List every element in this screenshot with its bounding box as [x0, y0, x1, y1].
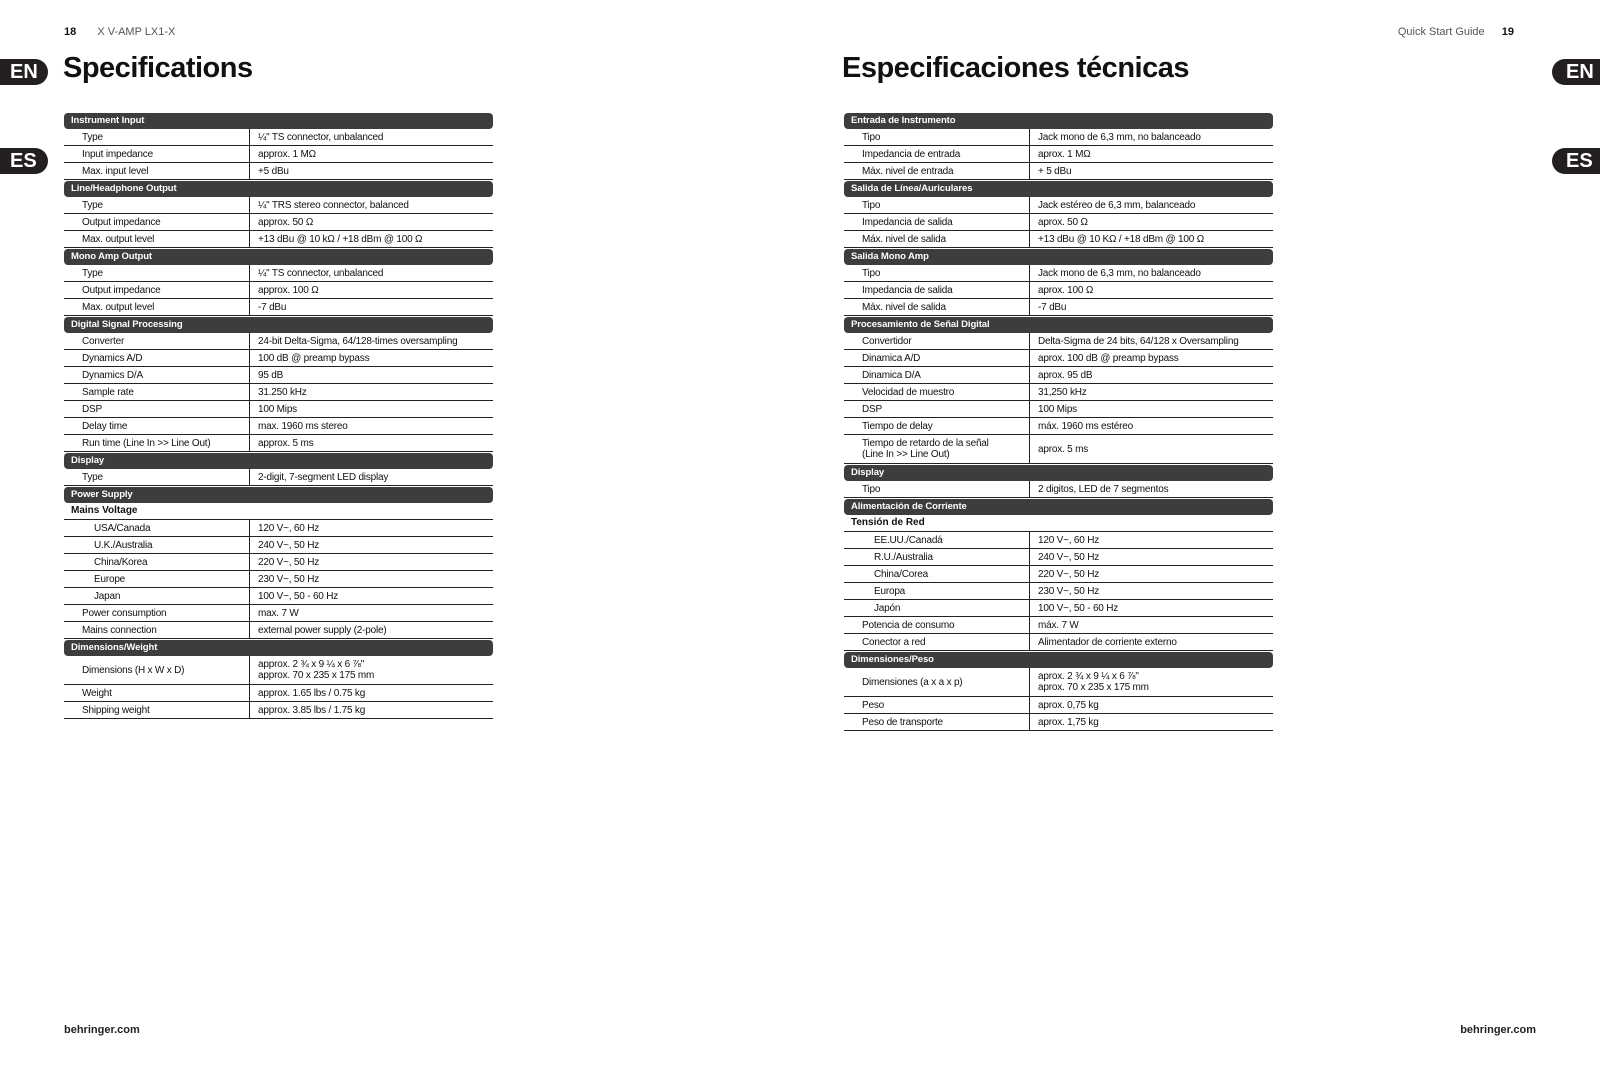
spec-row	[844, 532, 1273, 549]
page-number: 18	[64, 26, 77, 38]
spec-value: 240 V~, 50 Hz	[1038, 551, 1100, 563]
spec-value: aprox. 1,75 kg	[1038, 716, 1099, 728]
spec-value: Jack mono de 6,3 mm, no balanceado	[1038, 131, 1201, 143]
spec-label: Máx. nivel de entrada	[844, 163, 1030, 179]
language-tab-es[interactable]: ES	[0, 148, 48, 174]
spec-value: ¼" TS connector, unbalanced	[258, 131, 384, 143]
spec-row	[64, 350, 493, 367]
spec-value: max. 7 W	[258, 607, 299, 619]
spec-row	[64, 214, 493, 231]
spec-value: aprox. 100 dB @ preamp bypass	[1038, 352, 1179, 364]
spec-label: Impedancia de salida	[844, 214, 1030, 230]
spec-label: Max. input level	[64, 163, 250, 179]
spec-value: 230 V~, 50 Hz	[258, 573, 320, 585]
spec-row	[64, 384, 493, 401]
spec-label: Tipo	[844, 481, 1030, 497]
page-title: Especificaciones técnicas	[842, 52, 1189, 84]
spec-row	[64, 702, 493, 719]
spec-value: 100 V~, 50 - 60 Hz	[258, 590, 339, 602]
spec-row	[64, 231, 493, 248]
spec-value: 100 Mips	[1038, 403, 1077, 415]
spec-row	[64, 656, 493, 685]
section-header: Procesamiento de Señal Digital	[844, 317, 1273, 333]
spec-value: approx. 1.65 lbs / 0.75 kg	[258, 687, 366, 699]
spec-label: Potencia de consumo	[844, 617, 1030, 633]
spec-label: Converter	[64, 333, 250, 349]
spec-value: + 5 dBu	[1038, 165, 1072, 177]
spec-row	[64, 435, 493, 452]
spec-value: 31.250 kHz	[258, 386, 307, 398]
spec-label: Shipping weight	[64, 702, 250, 718]
spec-value: Alimentador de corriente externo	[1038, 636, 1177, 648]
spec-row	[64, 299, 493, 316]
section-header: Dimensiones/Peso	[844, 652, 1273, 668]
spec-row	[64, 588, 493, 605]
spec-row	[844, 549, 1273, 566]
spec-row	[64, 333, 493, 350]
spec-value: 100 V~, 50 - 60 Hz	[1038, 602, 1119, 614]
spec-row	[844, 163, 1273, 180]
spec-value: approx. 3.85 lbs / 1.75 kg	[258, 704, 366, 716]
section-subheading: Tensión de Red	[844, 515, 1273, 532]
spec-label: Tipo	[844, 265, 1030, 281]
spec-row	[844, 214, 1273, 231]
spec-label: Impedancia de salida	[844, 282, 1030, 298]
spec-row	[64, 282, 493, 299]
section-header: Salida Mono Amp	[844, 249, 1273, 265]
spec-row	[844, 350, 1273, 367]
spec-label: Dynamics D/A	[64, 367, 250, 383]
spec-value: Delta-Sigma de 24 bits, 64/128 x Oversampling	[1038, 335, 1239, 347]
section-header: Alimentación de Corriente	[844, 499, 1273, 515]
spec-label: Type	[64, 469, 250, 485]
spec-row	[64, 146, 493, 163]
spec-value: 220 V~, 50 Hz	[258, 556, 320, 568]
spec-label: Weight	[64, 685, 250, 701]
spec-label: Dynamics A/D	[64, 350, 250, 366]
spec-row	[844, 697, 1273, 714]
spec-value: aprox. 100 Ω	[1038, 284, 1094, 296]
spec-row	[844, 299, 1273, 316]
spec-value: Jack estéreo de 6,3 mm, balanceado	[1038, 199, 1196, 211]
spec-row	[844, 714, 1273, 731]
spec-label: Japan	[64, 588, 250, 604]
spec-label: Max. output level	[64, 299, 250, 315]
spec-value: aprox. 1 MΩ	[1038, 148, 1091, 160]
spec-row	[64, 685, 493, 702]
spec-label: DSP	[64, 401, 250, 417]
spec-row	[844, 197, 1273, 214]
spec-value: 2-digit, 7-segment LED display	[258, 471, 389, 483]
section-header: Digital Signal Processing	[64, 317, 493, 333]
spec-value: ¼" TRS stereo connector, balanced	[258, 199, 409, 211]
spec-label: Type	[64, 265, 250, 281]
spec-value: ¼" TS connector, unbalanced	[258, 267, 384, 279]
spec-value: 95 dB	[258, 369, 284, 381]
spec-row	[64, 129, 493, 146]
spec-label: Output impedance	[64, 214, 250, 230]
spec-label: Run time (Line In >> Line Out)	[64, 435, 250, 451]
section-subheading: Mains Voltage	[64, 503, 493, 520]
spec-label: DSP	[844, 401, 1030, 417]
spec-value: máx. 1960 ms estéreo	[1038, 420, 1133, 432]
spec-row	[64, 520, 493, 537]
spec-value: +5 dBu	[258, 165, 289, 177]
spec-label: Europa	[844, 583, 1030, 599]
page-title: Specifications	[63, 52, 253, 84]
spec-value: approx. 1 MΩ	[258, 148, 316, 160]
spec-row	[844, 668, 1273, 697]
spec-row	[64, 537, 493, 554]
language-tab-en[interactable]: EN	[1552, 59, 1600, 85]
footer-url[interactable]: behringer.com	[64, 1024, 140, 1036]
footer-url[interactable]: behringer.com	[1460, 1024, 1536, 1036]
spec-value: 120 V~, 60 Hz	[1038, 534, 1100, 546]
spec-row	[844, 146, 1273, 163]
spec-label: Tiempo de delay	[844, 418, 1030, 434]
spec-value: -7 dBu	[258, 301, 287, 313]
spec-row	[844, 435, 1273, 464]
spec-value: máx. 7 W	[1038, 619, 1079, 631]
section-header: Salida de Línea/Auriculares	[844, 181, 1273, 197]
spec-label: Peso	[844, 697, 1030, 713]
spec-label: Delay time	[64, 418, 250, 434]
spec-value: 100 dB @ preamp bypass	[258, 352, 370, 364]
spec-value: 230 V~, 50 Hz	[1038, 585, 1100, 597]
spec-value: 240 V~, 50 Hz	[258, 539, 320, 551]
page-number: 19	[1501, 26, 1514, 38]
spec-label: Dimensiones (a x a x p)	[844, 668, 1030, 696]
spec-label: Type	[64, 197, 250, 213]
spec-row	[64, 265, 493, 282]
section-header: Line/Headphone Output	[64, 181, 493, 197]
spec-table	[64, 112, 493, 719]
spec-table	[844, 112, 1273, 731]
section-header: Display	[64, 453, 493, 469]
spec-value: +13 dBu @ 10 KΩ / +18 dBm @ 100 Ω	[1038, 233, 1204, 245]
spec-value: external power supply (2-pole)	[258, 624, 387, 636]
spec-value: 31,250 kHz	[1038, 386, 1087, 398]
section-header: Power Supply	[64, 487, 493, 503]
spec-row	[64, 605, 493, 622]
spec-label: Dimensions (H x W x D)	[64, 656, 250, 684]
spec-label: Máx. nivel de salida	[844, 231, 1030, 247]
spec-label: Europe	[64, 571, 250, 587]
page-header	[64, 26, 175, 38]
spec-label: USA/Canada	[64, 520, 250, 536]
spec-row	[844, 231, 1273, 248]
spec-row	[64, 197, 493, 214]
spec-value: 2 digitos, LED de 7 segmentos	[1038, 483, 1169, 495]
spec-value: aprox. 95 dB	[1038, 369, 1093, 381]
spec-label: Output impedance	[64, 282, 250, 298]
spec-value: Jack mono de 6,3 mm, no balanceado	[1038, 267, 1201, 279]
spec-label: Impedancia de entrada	[844, 146, 1030, 162]
spec-row	[844, 129, 1273, 146]
spec-row	[844, 282, 1273, 299]
spec-row	[64, 163, 493, 180]
spec-label: Dinamica D/A	[844, 367, 1030, 383]
spec-value: max. 1960 ms stereo	[258, 420, 348, 432]
language-tab-en[interactable]: EN	[0, 59, 48, 85]
spec-value: approx. 50 Ω	[258, 216, 314, 228]
spec-value: approx. 5 ms	[258, 437, 314, 449]
section-header: Display	[844, 465, 1273, 481]
spec-label: Max. output level	[64, 231, 250, 247]
section-header: Dimensions/Weight	[64, 640, 493, 656]
spec-row	[844, 566, 1273, 583]
spec-label: Power consumption	[64, 605, 250, 621]
page-header	[1398, 26, 1514, 38]
language-tab-es[interactable]: ES	[1552, 148, 1600, 174]
section-header: Mono Amp Output	[64, 249, 493, 265]
spec-row	[844, 481, 1273, 498]
spec-label: China/Corea	[844, 566, 1030, 582]
spec-row	[64, 571, 493, 588]
spec-value: 120 V~, 60 Hz	[258, 522, 320, 534]
spec-row	[844, 600, 1273, 617]
spec-label: Japón	[844, 600, 1030, 616]
spec-row	[844, 333, 1273, 350]
section-header: Entrada de Instrumento	[844, 113, 1273, 129]
section-header: Instrument Input	[64, 113, 493, 129]
spec-label: Conector a red	[844, 634, 1030, 650]
spec-label: Tiempo de retardo de la señal (Line In >> Line Out)	[844, 435, 1030, 463]
spec-label: R.U./Australia	[844, 549, 1030, 565]
page-right	[800, 0, 1600, 1086]
spec-value: approx. 2 ¾ x 9 ¼ x 6 ⅞" approx. 70 x 235 x 175 mm	[258, 659, 375, 681]
spec-label: Tipo	[844, 197, 1030, 213]
spec-row	[844, 367, 1273, 384]
spec-value: 220 V~, 50 Hz	[1038, 568, 1100, 580]
spec-row	[844, 401, 1273, 418]
spec-label: Input impedance	[64, 146, 250, 162]
spec-label: Velocidad de muestro	[844, 384, 1030, 400]
spec-row	[64, 418, 493, 435]
spec-row	[64, 367, 493, 384]
doc-title: X V-AMP LX1-X	[97, 26, 176, 38]
spec-label: Tipo	[844, 129, 1030, 145]
spec-label: China/Korea	[64, 554, 250, 570]
spec-label: EE.UU./Canadá	[844, 532, 1030, 548]
spec-row	[844, 634, 1273, 651]
spec-label: Convertidor	[844, 333, 1030, 349]
spec-value: +13 dBu @ 10 kΩ / +18 dBm @ 100 Ω	[258, 233, 423, 245]
spec-value: aprox. 0,75 kg	[1038, 699, 1099, 711]
spec-value: 24-bit Delta-Sigma, 64/128-times oversampling	[258, 335, 458, 347]
spec-row	[844, 418, 1273, 435]
spec-value: 100 Mips	[258, 403, 297, 415]
spec-value: aprox. 50 Ω	[1038, 216, 1088, 228]
spec-value: aprox. 5 ms	[1038, 443, 1089, 455]
spec-label: Peso de transporte	[844, 714, 1030, 730]
spec-value: -7 dBu	[1038, 301, 1067, 313]
doc-title: Quick Start Guide	[1397, 26, 1485, 38]
spec-row	[64, 401, 493, 418]
spec-row	[844, 384, 1273, 401]
spec-label: Mains connection	[64, 622, 250, 638]
spec-row	[844, 265, 1273, 282]
spec-label: Type	[64, 129, 250, 145]
spec-row	[844, 583, 1273, 600]
spec-row	[844, 617, 1273, 634]
spec-row	[64, 554, 493, 571]
spec-value: aprox. 2 ¾ x 9 ¼ x 6 ⅞" aprox. 70 x 235 x 175 mm	[1038, 671, 1149, 693]
spec-row	[64, 622, 493, 639]
spec-label: Dinamica A/D	[844, 350, 1030, 366]
spec-row	[64, 469, 493, 486]
spec-label: Máx. nivel de salida	[844, 299, 1030, 315]
spec-label: Sample rate	[64, 384, 250, 400]
spec-value: approx. 100 Ω	[258, 284, 319, 296]
spec-label: U.K./Australia	[64, 537, 250, 553]
